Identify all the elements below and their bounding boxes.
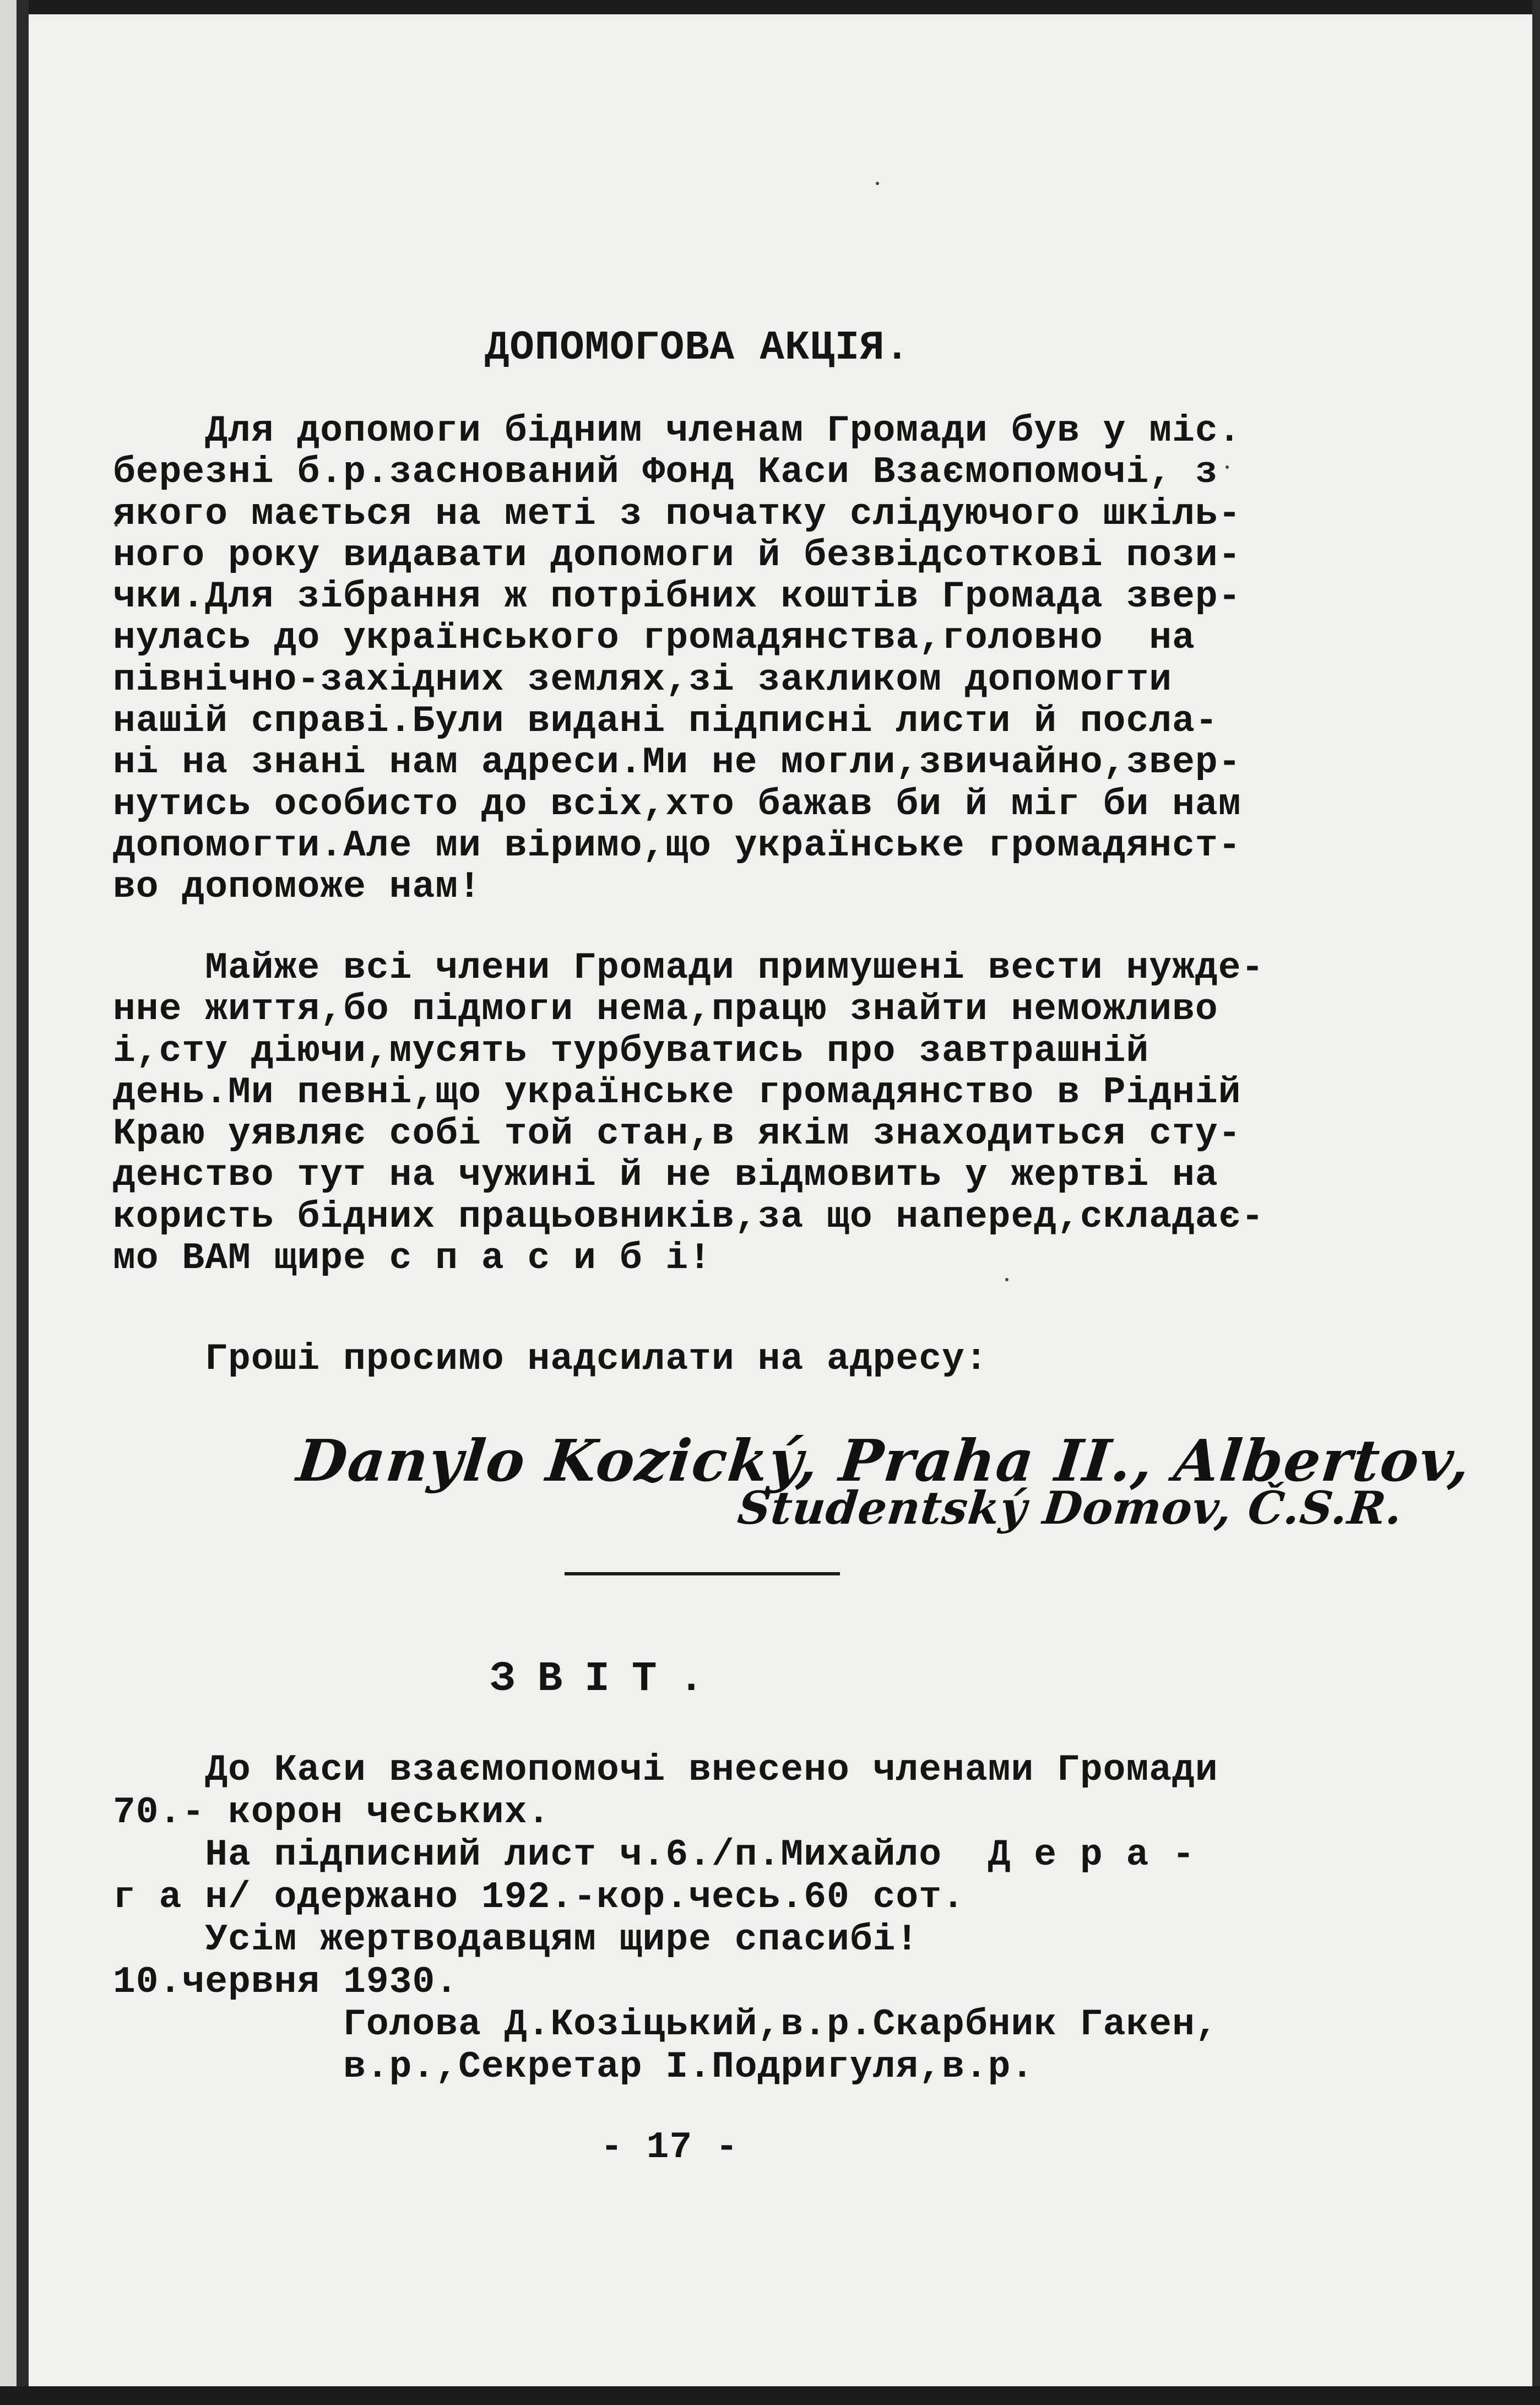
- report-title: ЗВІТ.: [490, 1655, 726, 1703]
- page-title: ДОПОМОГОВА АКЦІЯ.: [485, 325, 910, 371]
- address-prompt: Гроші просимо надсилати на адресу:: [113, 1338, 988, 1380]
- scan-border-top: [0, 0, 1540, 14]
- handwritten-address-line-1: Danylo Kozický, Praha II., Albertov,: [294, 1427, 1474, 1494]
- paragraph-situation: Майже всі члени Громади примушені вести нужде- нне життя,бо підмоги нема,працю знайти неможливо і,сту діючи,мусять турбуватись про завтрашній день.Ми певні,що українське громадянство в Рідній Краю уявляє собі той стан,в якім знаходиться сту- денство тут на чужині й не відмовить у жертві на користь бідних працьовників,за що наперед,складає- мо ВАМ щире с п а с и б і!: [113, 947, 1265, 1280]
- paper-speck: [876, 182, 879, 185]
- paragraph-appeal: Для допомоги бідним членам Громади був у міс. березні б.р.заснований Фонд Каси Взаємопомочі, з якого мається на меті з початку слідуючого шкіль- ного року видавати допомоги й безвідсоткові пози- чки.Для зібрання ж потрібних коштів Громада звер- нулась до українського громадянства,головно на північно-західних землях,зі закликом допомогти нашій справі.Були видані підписні листи й посла- ні на знані нам адреси.Ми не могли,звичайно,звер- нутись особисто до всіх,хто бажав би й міг би нам допомогти.Але ми віримо,що українське громадянст- во допоможе нам!: [113, 410, 1241, 909]
- handwritten-address-line-2: Studentský Domov, Č.S.R.: [735, 1482, 1406, 1535]
- scan-border-left: [0, 0, 17, 2405]
- book-spine-shadow: [17, 0, 29, 2405]
- handwritten-address: [294, 1427, 1474, 1548]
- page-number: - 17 -: [600, 2126, 739, 2169]
- scan-border-right: [1532, 0, 1540, 2405]
- report-body: До Каси взаємопомочі внесено членами Громади 70.- корон чеських. На підписний лист ч.6./п.Михайло Д е р а - г а н/ одержано 192.-кор.чесь.60 сот. Усім жертводавцям щире спасибі! 10.червня 1930. Голова Д.Козіцький,в.р.Скарбник Гакен, в.р.,Секретар І.Подригуля,в.р.: [113, 1749, 1218, 2088]
- section-divider: [565, 1572, 840, 1575]
- scan-border-bottom: [0, 2386, 1540, 2405]
